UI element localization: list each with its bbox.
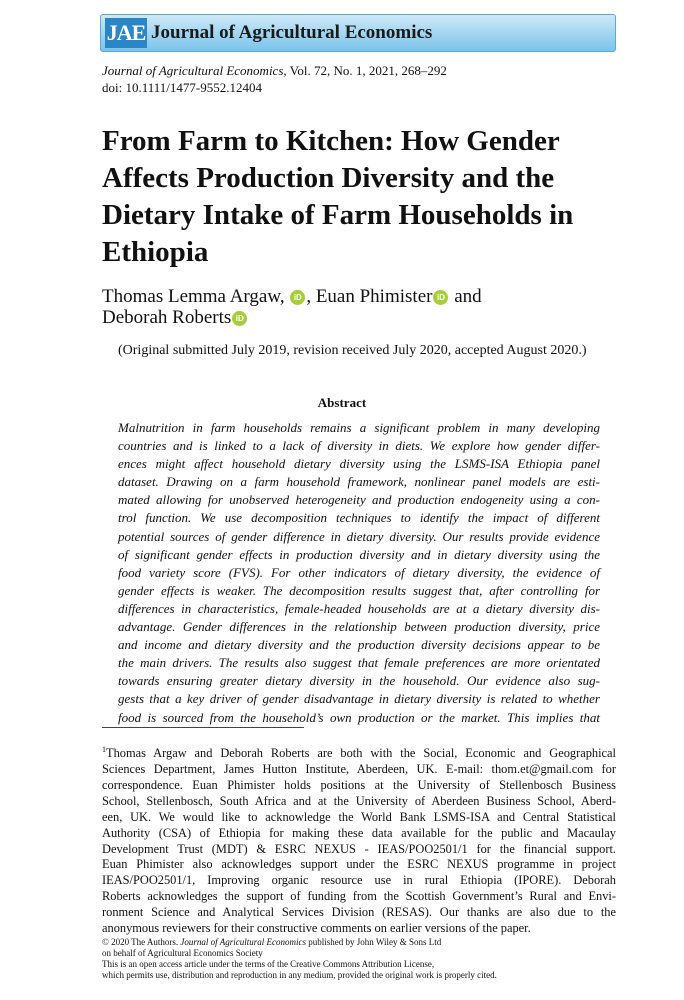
abstract-line: mated allowing for unobserved heterogeneity and production endogeneity using a con- [118,492,600,508]
abstract-line: food is sourced from the household’s own production or the market. This implies that [118,709,600,725]
footnote-marker: 1 [102,745,106,754]
abstract-line: food variety score (FVS). For other indicators of dietary diversity, the evidence of [118,564,600,580]
doi-link[interactable]: doi: 10.1111/1477-9552.12404 [102,80,262,95]
author-line-1 [102,286,622,307]
author-phimister[interactable]: , Euan Phimister [306,286,433,307]
footnote-line: Development Trust (MDT) & ESRC NEXUS - IEAS/POO2501/1 for the financial support. [102,841,616,856]
abstract-line: dataset. Drawing on a farm household framework, nonlinear panel models are esti- [118,474,600,490]
footnote-line: IEAS/POO2501/1, Improving organic resource use in rural Ethiopia (IPORE). Deborah [102,873,616,888]
abstract-line: gests that a key driver of gender disadvantage in dietary diversity is related to whether [118,691,600,707]
abstract-line: advantage. Gender differences in the relationship between production diversity, price [118,619,600,635]
abstract-line: the main drivers. The results also suggest that female preferences are more orientated [118,655,600,671]
abstract-heading: Abstract [317,395,367,410]
article-title: From Farm to Kitchen: How Gender Affects Production Diversity and the Dietary Intake of Farm Households in Ethiopia [102,125,574,268]
footnote-line: een, UK. We would like to acknowledge the World Bank LSMS-ISA and Central Statistical [102,809,616,824]
author-footnote [102,742,616,937]
copyright-line-1: © 2020 The Authors. Journal of Agricultural Economics published by John Wiley & Sons Ltd [102,937,442,947]
footnote-divider [102,727,304,728]
author-list [102,286,622,328]
footnote-line: Sciences Department, James Hutton Institute, Aberdeen, UK. E-mail: thom.et@gmail.com for [102,762,616,777]
license-line-1: This is an open access article under the terms of the Creative Commons Attribution License, [102,959,435,969]
author-argaw[interactable]: Thomas Lemma Argaw, [102,286,285,307]
footnote-line: Euan Phimister also acknowledges support under the ESRC NEXUS programme in project [102,857,616,872]
footnote-line: Authority (CSA) of Ethiopia for making these data available for the public and Macaulay [102,825,616,840]
abstract-line: Malnutrition in farm households remains a significant problem in many developing [118,420,600,435]
footnote-line: ronment Science and Analytical Services Division (RESAS). Our thanks are also due to the [102,905,616,920]
copyright-notice [102,937,622,981]
abstract-line: of significant gender effects in production diversity and in dietary diversity using the [118,546,600,562]
orcid-icon[interactable]: iD [290,290,305,305]
citation-journal: Journal of Agricultural Economics [102,63,284,78]
abstract-line: countries and is linked to a lack of diversity in diets. We explore how gender differ- [118,438,600,454]
orcid-icon[interactable]: iD [433,290,448,305]
citation-details: , Vol. 72, No. 1, 2021, 268–292 [283,63,447,78]
journal-banner-title: Journal of Agricultural Economics [151,22,433,43]
footnote-line: $^1$Thomas Argaw and Deborah Roberts are both with the Social, Economic and Geographical [102,745,616,761]
footnote-line: School, Stellenbosch, South Africa and at the University of Aberdeen Business School, Aberd- [102,793,616,808]
citation-line [102,62,447,79]
abstract-line: differences in characteristics, female-headed households are at a dietary diversity dis- [118,600,600,616]
abstract-line: potential sources of gender difference in dietary diversity. Our results provide evidence [118,528,600,544]
license-line-2: which permits use, distribution and reproduction in any medium, provided the original work is properly cited. [102,970,497,980]
author-line-2 [102,307,622,328]
footnote-line: Roberts acknowledges the support of funding from the Scottish Government’s Rural and Envi- [102,889,616,904]
abstract-line: gender effects is weaker. The decomposition results suggest that, after controlling for [118,582,600,598]
orcid-icon[interactable]: iD [232,311,247,326]
abstract-line: ences might affect household dietary diversity using the LSMS-ISA Ethiopia panel [118,456,600,472]
abstract-text [118,419,600,725]
footnote-line: anonymous reviewers for their constructive comments on earlier versions of the paper. [102,921,531,936]
footnote-line: correspondence. Euan Phimister holds positions at the University of Stellenbosch Business [102,777,616,792]
abstract-line: trol function. We use decomposition techniques to identify the impact of different [118,510,600,526]
author-roberts[interactable]: Deborah Roberts [102,307,232,328]
abstract-line: towards ensuring greater dietary diversity in the household. Our evidence also sug- [118,673,600,689]
copyright-line-2: on behalf of Agricultural Economics Society [102,948,263,958]
journal-banner [100,14,616,52]
journal-logo: JAE [105,18,147,48]
author-conjunction: and [449,286,482,307]
submission-history: (Original submitted July 2019, revision received July 2020, accepted August 2020.) [118,343,587,358]
abstract-line: and income and dietary diversity and the production diversity decisions appear to be [118,637,600,653]
